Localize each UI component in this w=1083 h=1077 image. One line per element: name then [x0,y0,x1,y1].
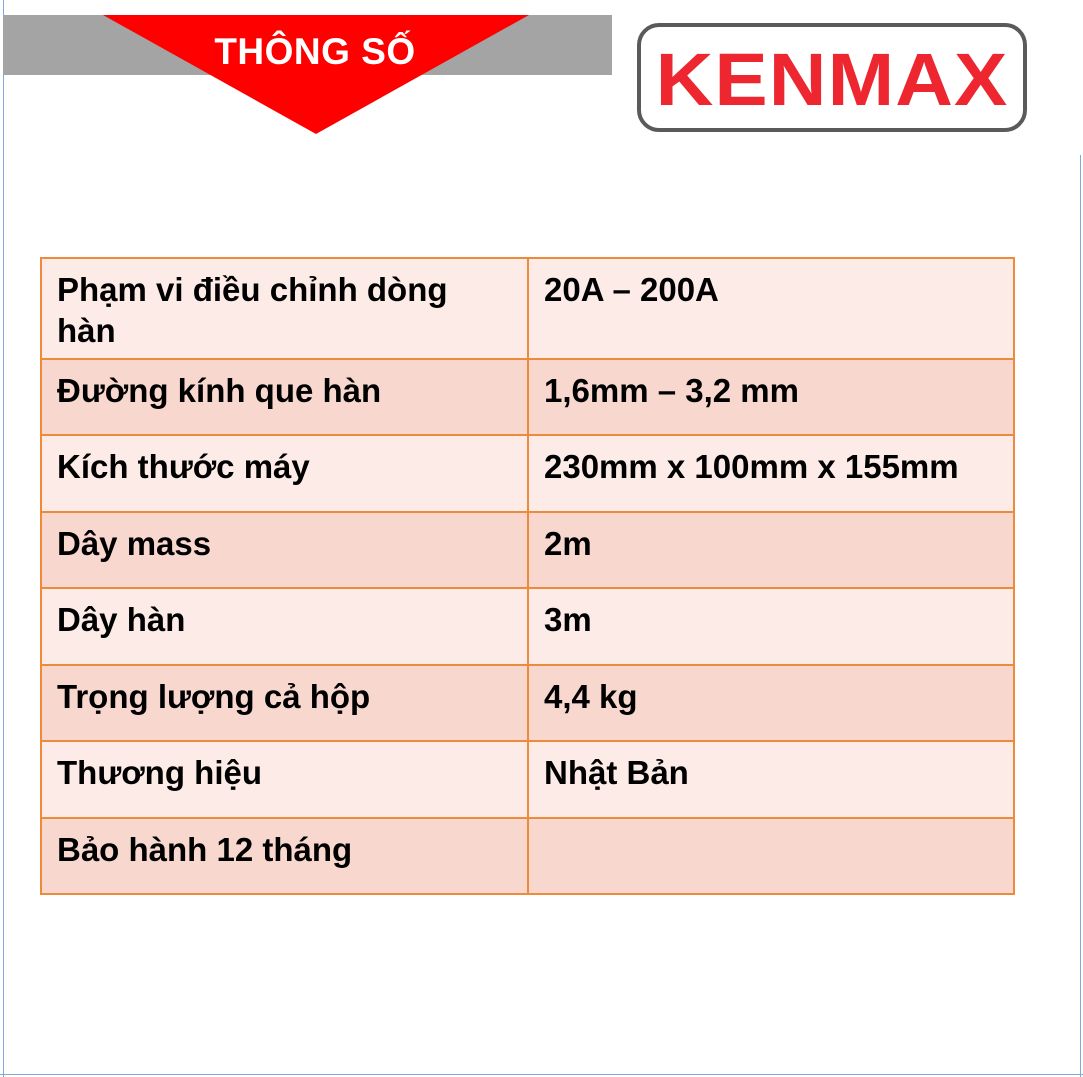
spec-label: Dây hàn [41,588,528,665]
spec-value: 1,6mm – 3,2 mm [528,359,1014,435]
kenmax-logo [637,23,1027,132]
spec-value: 4,4 kg [528,665,1014,741]
table-row [41,741,1014,818]
spec-value: 2m [528,512,1014,588]
logo-text: KENMAX [655,38,1009,121]
spec-label: Phạm vi điều chỉnh dòng hàn [41,258,528,359]
table-row [41,665,1014,741]
spec-label: Kích thước máy [41,435,528,512]
table-row [41,818,1014,894]
spec-value: Nhật Bản [528,741,1014,818]
table-row [41,258,1014,359]
spec-table [40,257,1015,895]
page-edge-right [1080,155,1081,1077]
table-row [41,359,1014,435]
spec-label: Dây mass [41,512,528,588]
spec-value [528,818,1014,894]
table-row [41,435,1014,512]
banner-title: THÔNG SỐ [214,31,416,72]
page-edge-bottom [0,1074,1083,1075]
table-row [41,588,1014,665]
spec-value: 230mm x 100mm x 155mm [528,435,1014,512]
table-row [41,512,1014,588]
spec-label: Trọng lượng cả hộp [41,665,528,741]
spec-label: Bảo hành 12 tháng [41,818,528,894]
spec-label: Thương hiệu [41,741,528,818]
spec-value: 20A – 200A [528,258,1014,359]
page-edge-left [3,0,4,1077]
spec-label: Đường kính que hàn [41,359,528,435]
spec-value: 3m [528,588,1014,665]
